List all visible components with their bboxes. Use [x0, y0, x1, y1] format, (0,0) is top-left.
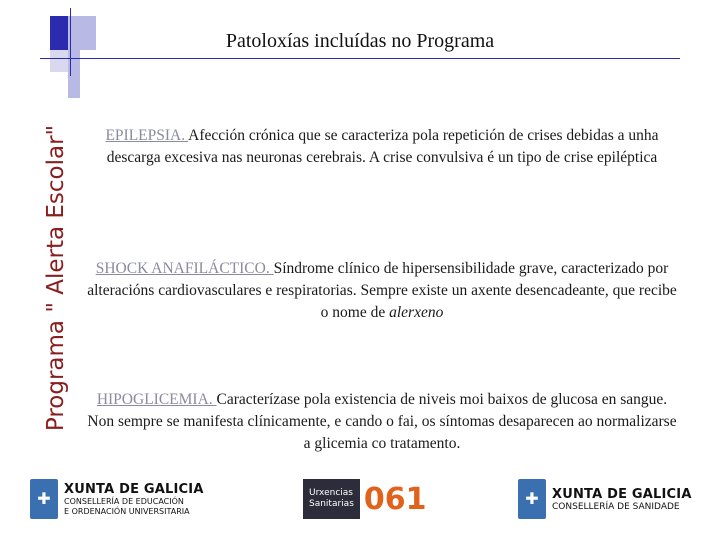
item-epilepsia — [84, 125, 680, 169]
number-061: 061 — [363, 481, 427, 517]
item-emphasis: alerxeno — [389, 304, 444, 321]
xunta-education-logo — [30, 478, 204, 520]
decor-horizontal-rule — [40, 58, 680, 59]
item-term[interactable]: HIPOGLICEMIA. — [96, 391, 217, 408]
item-text: Síndrome clínico de hipersensibilidade grave, caracterizado por alteracións cardiovasculares e respiratorias. Sempre existe un axente desencadeante, que recibe o nome de — [87, 260, 677, 321]
urgencias-line: Sanitarias — [309, 499, 354, 509]
galicia-crest-icon: ✚ — [518, 479, 546, 519]
decor-square-dark — [50, 16, 68, 50]
logo-name: XUNTA DE GALICIA — [64, 481, 204, 497]
decor-square-light — [68, 16, 96, 50]
item-shock — [84, 258, 680, 324]
item-term[interactable]: SHOCK ANAFILÁCTICO. — [95, 260, 274, 277]
item-text: Afección crónica que se caracteriza pola repetición de crises debidas a unha descarga excesiva nas neuronas cerebrais. A crise convulsiva é un tipo de crise epiléptica — [106, 127, 659, 166]
item-text: Caracterízase pola existencia de niveis moi baixos de glucosa en sangue. Non sempre se manifesta clínicamente, e cando o fai, os síntomas desaparecen ao normalizarse a glicemia co tratamento. — [87, 391, 677, 452]
galicia-crest-icon: ✚ — [30, 479, 58, 519]
slide-title: Patoloxías incluídas no Programa — [225, 30, 495, 52]
xunta-health-logo — [518, 478, 692, 520]
logo-name: XUNTA DE GALICIA — [552, 486, 692, 502]
logo-dept: CONSELLERÍA DE EDUCACIÓN — [64, 496, 184, 506]
urgencias-line: Urxencias — [309, 488, 353, 498]
side-title: Programa " Alerta Escolar" — [43, 124, 69, 432]
logo-dept: CONSELLERÍA DE SANIDADE — [552, 501, 680, 512]
logo-dept: E ORDENACIÓN UNIVERSITARIA — [64, 506, 190, 516]
decor-square-pale — [50, 50, 68, 72]
urgencias-box — [303, 479, 360, 519]
item-term[interactable]: EPILEPSIA. — [105, 127, 189, 144]
item-hipoglicemia — [84, 389, 680, 455]
decor-vertical-rule — [70, 8, 71, 76]
urgencias-061-logo — [303, 478, 427, 520]
